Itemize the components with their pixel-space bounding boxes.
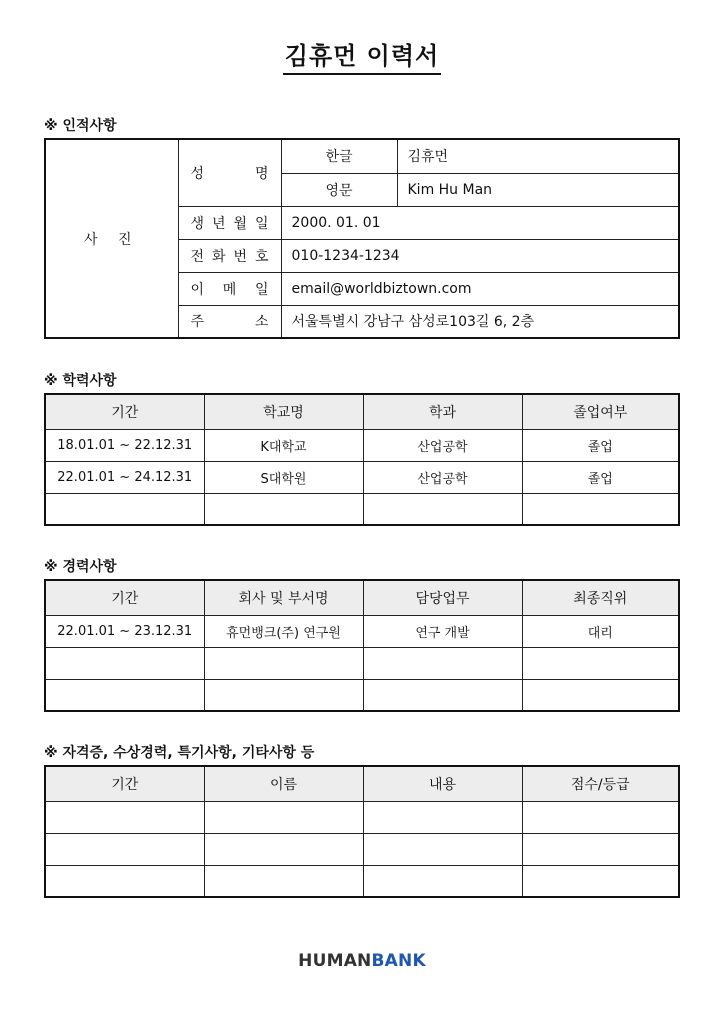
career-cell <box>45 679 204 711</box>
qualifications-cell <box>522 833 679 865</box>
career-cell <box>522 647 679 679</box>
education-cell <box>204 493 363 525</box>
education-cell: 산업공학 <box>363 461 522 493</box>
qualifications-cell <box>204 865 363 897</box>
qualifications-cell <box>204 833 363 865</box>
table-row <box>45 429 679 461</box>
section-heading-education: ※ 학력사항 <box>44 373 117 389</box>
phone-value: 010-1234-1234 <box>281 239 679 272</box>
logo-part-bank: BANK <box>371 951 426 971</box>
address-value: 서울특별시 강남구 삼성로103길 6, 2층 <box>281 305 679 338</box>
career-cell <box>363 679 522 711</box>
qualifications-cell <box>45 865 204 897</box>
qualifications-header-content: 내용 <box>363 766 522 801</box>
education-cell: S대학원 <box>204 461 363 493</box>
humanbank-logo <box>0 951 724 971</box>
document-title <box>0 36 724 71</box>
table-row <box>45 801 679 833</box>
education-cell <box>522 493 679 525</box>
qualifications-cell <box>363 801 522 833</box>
education-cell: 졸업 <box>522 429 679 461</box>
table-row <box>45 493 679 525</box>
career-cell <box>45 647 204 679</box>
career-cell <box>204 647 363 679</box>
career-cell: 휴먼뱅크(주) 연구원 <box>204 615 363 647</box>
table-row <box>45 679 679 711</box>
korean-label: 한글 <box>281 139 397 173</box>
education-cell <box>45 493 204 525</box>
personal-info-table <box>44 138 680 339</box>
photo-cell: 사 진 <box>45 139 178 338</box>
english-label: 영문 <box>281 173 397 206</box>
qualifications-header-period: 기간 <box>45 766 204 801</box>
phone-label-cell: 전 화 번 호 <box>178 239 281 272</box>
education-cell: K대학교 <box>204 429 363 461</box>
career-header-company: 회사 및 부서명 <box>204 580 363 615</box>
qualifications-cell <box>363 833 522 865</box>
birth-value: 2000. 01. 01 <box>281 206 679 239</box>
qualifications-cell <box>204 801 363 833</box>
career-cell <box>363 647 522 679</box>
table-row <box>45 865 679 897</box>
education-cell <box>363 493 522 525</box>
table-row <box>45 461 679 493</box>
logo-part-human: HUMAN <box>298 951 372 971</box>
education-cell: 졸업 <box>522 461 679 493</box>
qualifications-cell <box>45 801 204 833</box>
section-heading-personal: ※ 인적사항 <box>44 118 117 134</box>
career-table <box>44 579 680 712</box>
career-cell: 연구 개발 <box>363 615 522 647</box>
table-row <box>45 647 679 679</box>
career-header-period: 기간 <box>45 580 204 615</box>
education-cell: 22.01.01 ~ 24.12.31 <box>45 461 204 493</box>
education-cell: 18.01.01 ~ 22.12.31 <box>45 429 204 461</box>
english-name: Kim Hu Man <box>397 173 679 206</box>
document-title-text: 김휴먼 이력서 <box>283 42 441 75</box>
education-header-status: 졸업여부 <box>522 394 679 429</box>
korean-name: 김휴먼 <box>397 139 679 173</box>
career-cell <box>204 679 363 711</box>
career-cell: 22.01.01 ~ 23.12.31 <box>45 615 204 647</box>
education-header-period: 기간 <box>45 394 204 429</box>
table-row <box>45 615 679 647</box>
qualifications-header-grade: 점수/등급 <box>522 766 679 801</box>
birth-label-cell: 생 년 월 일 <box>178 206 281 239</box>
qualifications-cell <box>363 865 522 897</box>
table-row <box>45 833 679 865</box>
education-header-major: 학과 <box>363 394 522 429</box>
email-value: email@worldbiztown.com <box>281 272 679 305</box>
education-cell: 산업공학 <box>363 429 522 461</box>
section-heading-qualifications: ※ 자격증, 수상경력, 특기사항, 기타사항 등 <box>44 745 315 761</box>
qualifications-cell <box>522 801 679 833</box>
career-header-duty: 담당업무 <box>363 580 522 615</box>
qualifications-header-name: 이름 <box>204 766 363 801</box>
career-cell: 대리 <box>522 615 679 647</box>
education-table <box>44 393 680 526</box>
section-heading-career: ※ 경력사항 <box>44 559 117 575</box>
name-label-cell: 성 명 <box>178 139 281 206</box>
email-label-cell: 이 메 일 <box>178 272 281 305</box>
education-header-school: 학교명 <box>204 394 363 429</box>
qualifications-cell <box>522 865 679 897</box>
career-cell <box>522 679 679 711</box>
address-label-cell: 주 소 <box>178 305 281 338</box>
career-header-position: 최종직위 <box>522 580 679 615</box>
qualifications-table <box>44 765 680 898</box>
qualifications-cell <box>45 833 204 865</box>
